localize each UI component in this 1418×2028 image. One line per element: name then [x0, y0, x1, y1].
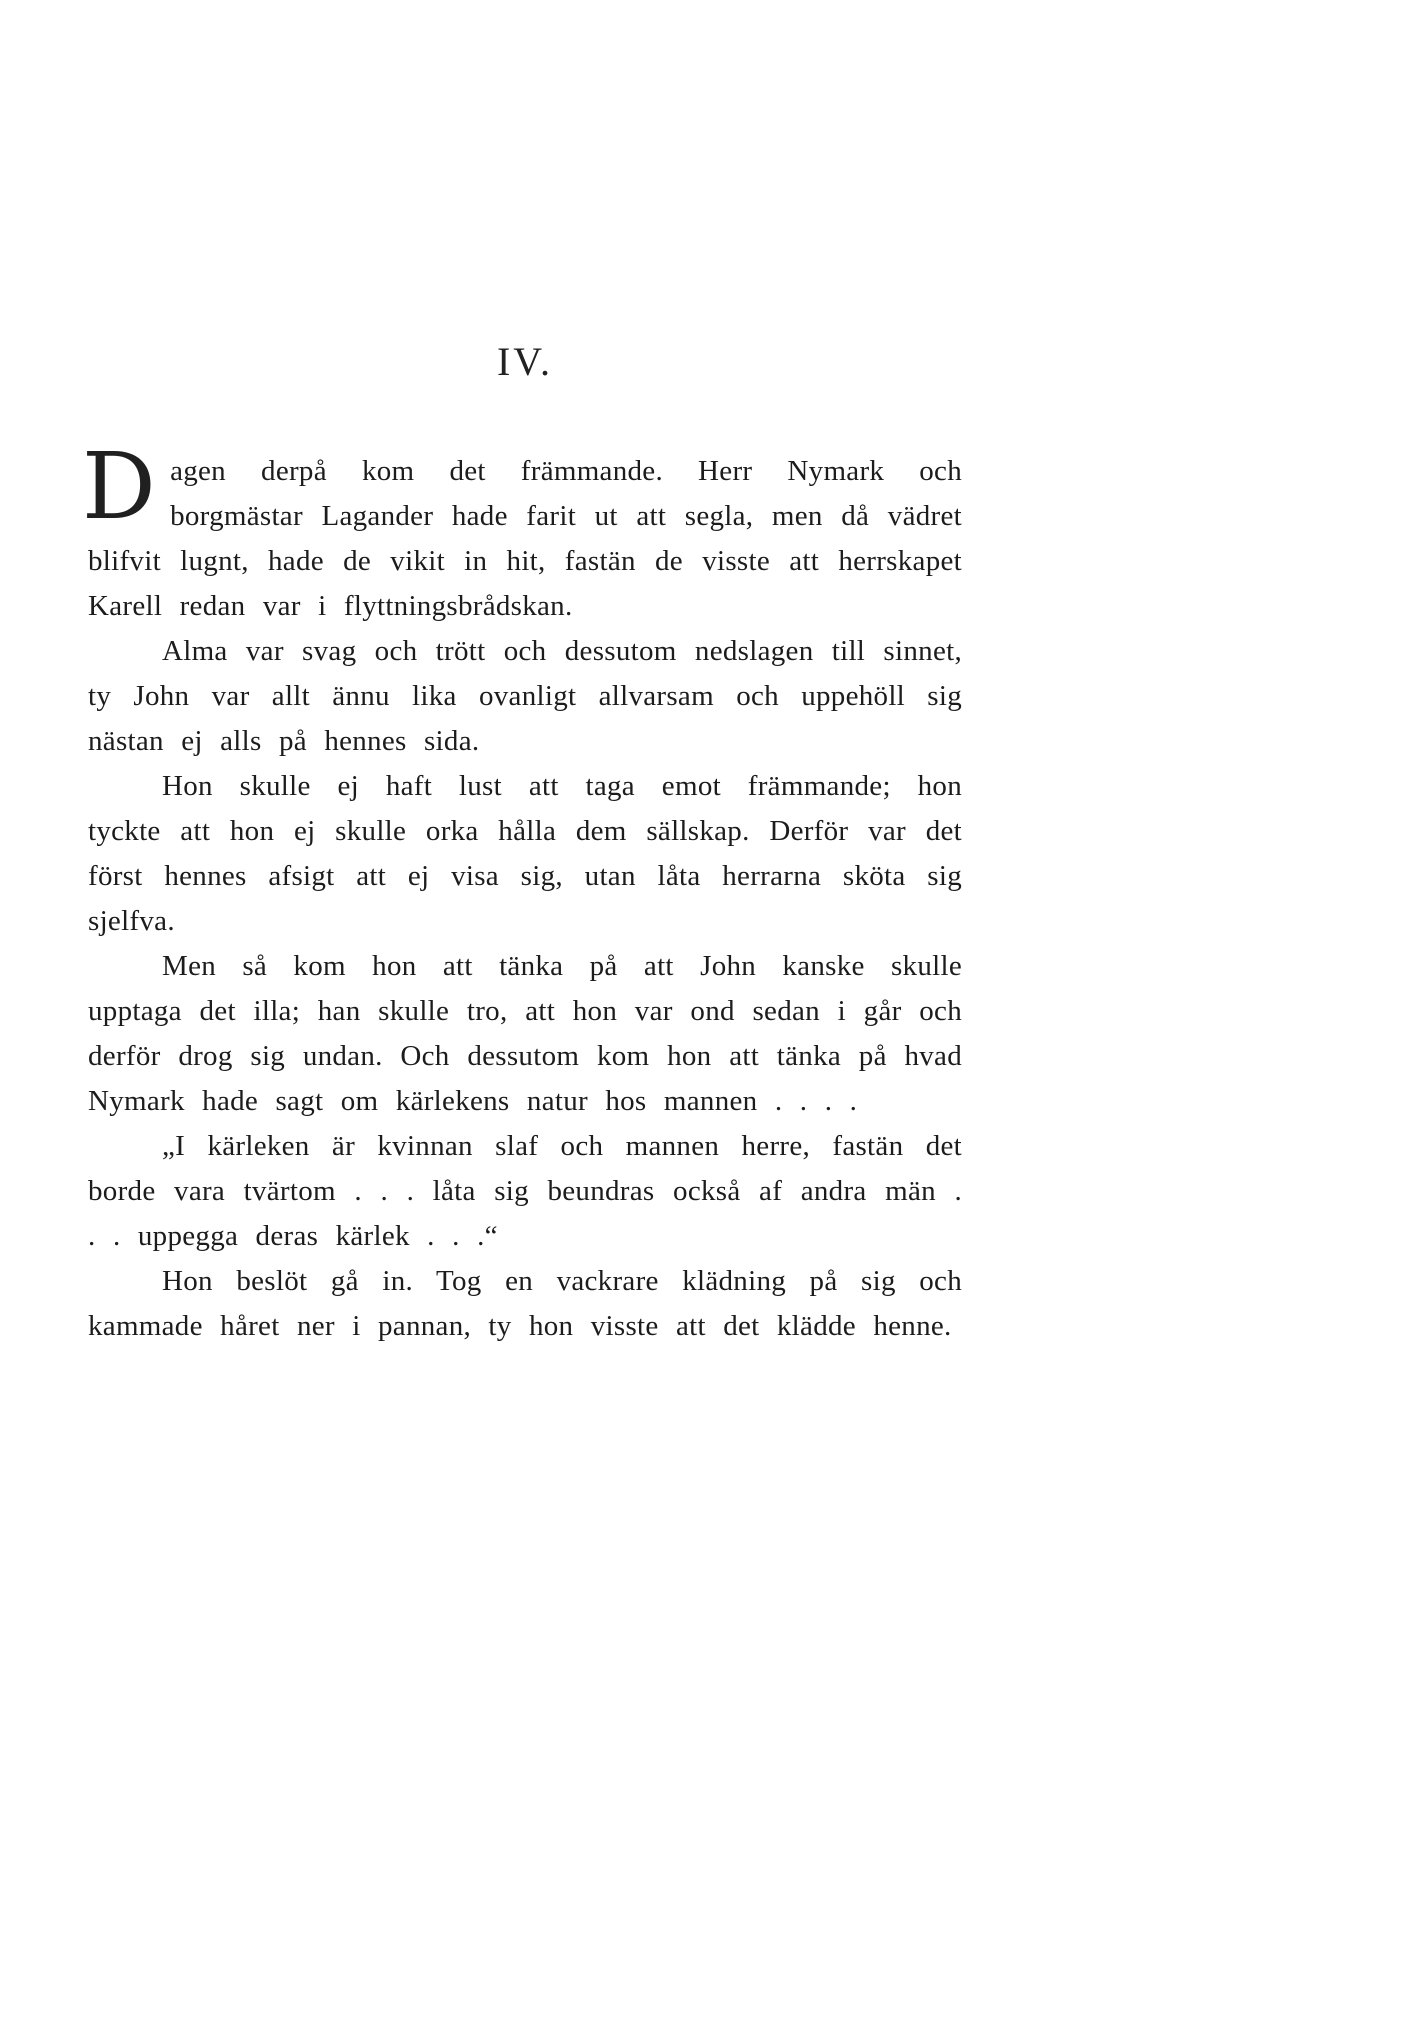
- paragraph: Hon skulle ej haft lust att taga emot främmande; hon tyckte att hon ej skulle orka hålla dem sällskap. Derför var det först hennes afsigt att ej visa sig, utan låta herrarna sköta sig sjelfva.: [88, 770, 962, 937]
- paragraph: Hon beslöt gå in. Tog en vackrare klädning på sig och kammade håret ner i pannan, ty hon visste att det klädde henne.: [88, 1265, 962, 1342]
- drop-cap-initial: D: [82, 433, 157, 540]
- page-body-text: [82, 433, 962, 1349]
- paragraph: „I kärleken är kvinnan slaf och mannen herre, fastän det borde vara tvärtom . . . låta sig beundras också af andra män . . . uppegga deras kärlek . . .“: [88, 1130, 962, 1252]
- paragraph: Alma var svag och trött och dessutom nedslagen till sinnet, ty John var allt ännu lika ovanligt allvarsam och uppehöll sig nästan ej alls på hennes sida.: [88, 635, 962, 757]
- paragraph-text: agen derpå kom det främmande. Herr Nymark och borgmästar Lagander hade farit ut att segla, men då vädret blifvit lugnt, hade de vikit in hit, fastän de visste att herrskapet Karell redan var i flyttningsbrådskan.: [88, 455, 962, 622]
- chapter-heading: IV.: [496, 339, 554, 384]
- text-column: [82, 338, 962, 1349]
- paragraph: Men så kom hon att tänka på att John kanske skulle upptaga det illa; han skulle tro, att hon var ond sedan i går och derför drog sig undan. Och dessutom kom hon att tänka på hvad Nymark hade sagt om kärlekens natur hos mannen . . . .: [88, 950, 962, 1117]
- paragraph: [82, 433, 962, 629]
